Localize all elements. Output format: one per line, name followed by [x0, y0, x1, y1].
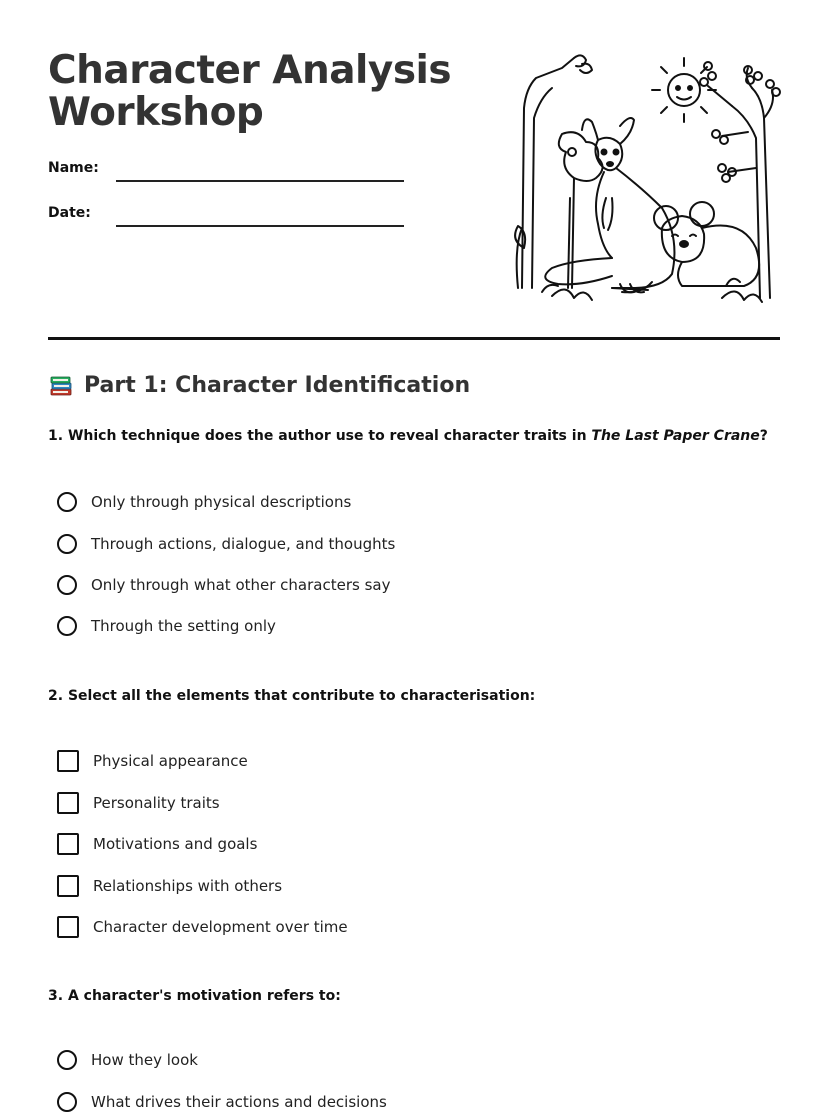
koala-icon — [654, 202, 759, 286]
option-label: What drives their actions and decisions — [91, 1093, 387, 1111]
question-text: A character's motivation refers to: — [67, 988, 341, 1004]
q2-option-3[interactable] — [57, 833, 257, 855]
section-divider — [48, 337, 780, 340]
q1-option-2[interactable] — [57, 534, 395, 554]
question-number: 2. — [48, 688, 64, 704]
q1-option-3[interactable] — [57, 575, 390, 595]
question-text-end: ? — [759, 428, 768, 444]
question-2 — [48, 688, 535, 704]
section-heading — [48, 372, 470, 398]
section-heading-label: Part 1: Character Identification — [84, 372, 471, 398]
name-field[interactable] — [116, 180, 404, 182]
option-label: Motivations and goals — [93, 835, 258, 853]
date-field[interactable] — [116, 225, 404, 227]
checkbox[interactable] — [57, 750, 79, 772]
option-label: Through the setting only — [91, 617, 276, 635]
tree-icon — [700, 62, 780, 298]
option-label: Character development over time — [93, 918, 348, 936]
checkbox[interactable] — [57, 875, 79, 897]
date-label: Date: — [48, 205, 91, 221]
question-number: 3. — [48, 988, 64, 1004]
radio-button[interactable] — [57, 1092, 77, 1112]
kangaroo-icon — [545, 118, 674, 292]
q2-option-5[interactable] — [57, 916, 348, 938]
question-3 — [48, 988, 341, 1004]
option-label: Relationships with others — [93, 877, 283, 895]
question-1 — [48, 428, 768, 444]
option-label: Only through what other characters say — [91, 576, 391, 594]
books-icon — [48, 372, 74, 398]
radio-button[interactable] — [57, 1050, 77, 1070]
question-number: 1. — [48, 428, 64, 444]
tree-icon — [515, 55, 602, 288]
q3-option-1[interactable] — [57, 1050, 198, 1070]
option-label: Personality traits — [93, 794, 220, 812]
page-title: Character Analysis Workshop — [48, 48, 452, 135]
book-title: The Last Paper Crane — [591, 428, 760, 444]
q3-option-2[interactable] — [57, 1092, 387, 1112]
q2-option-4[interactable] — [57, 875, 282, 897]
radio-button[interactable] — [57, 492, 77, 512]
q1-option-1[interactable] — [57, 492, 351, 512]
q1-option-4[interactable] — [57, 616, 276, 636]
name-label: Name: — [48, 160, 99, 176]
question-text: Which technique does the author use to reveal character traits in — [67, 428, 592, 444]
radio-button[interactable] — [57, 534, 77, 554]
checkbox[interactable] — [57, 916, 79, 938]
checkbox[interactable] — [57, 792, 79, 814]
checkbox[interactable] — [57, 833, 79, 855]
option-label: Through actions, dialogue, and thoughts — [91, 535, 396, 553]
sun-icon — [652, 58, 716, 122]
option-label: How they look — [91, 1051, 198, 1069]
kangaroo-koala-illustration — [512, 48, 782, 310]
option-label: Only through physical descriptions — [91, 493, 352, 511]
radio-button[interactable] — [57, 616, 77, 636]
q2-option-2[interactable] — [57, 792, 220, 814]
radio-button[interactable] — [57, 575, 77, 595]
question-text: Select all the elements that contribute to characterisation: — [67, 688, 536, 704]
q2-option-1[interactable] — [57, 750, 248, 772]
option-label: Physical appearance — [93, 752, 248, 770]
